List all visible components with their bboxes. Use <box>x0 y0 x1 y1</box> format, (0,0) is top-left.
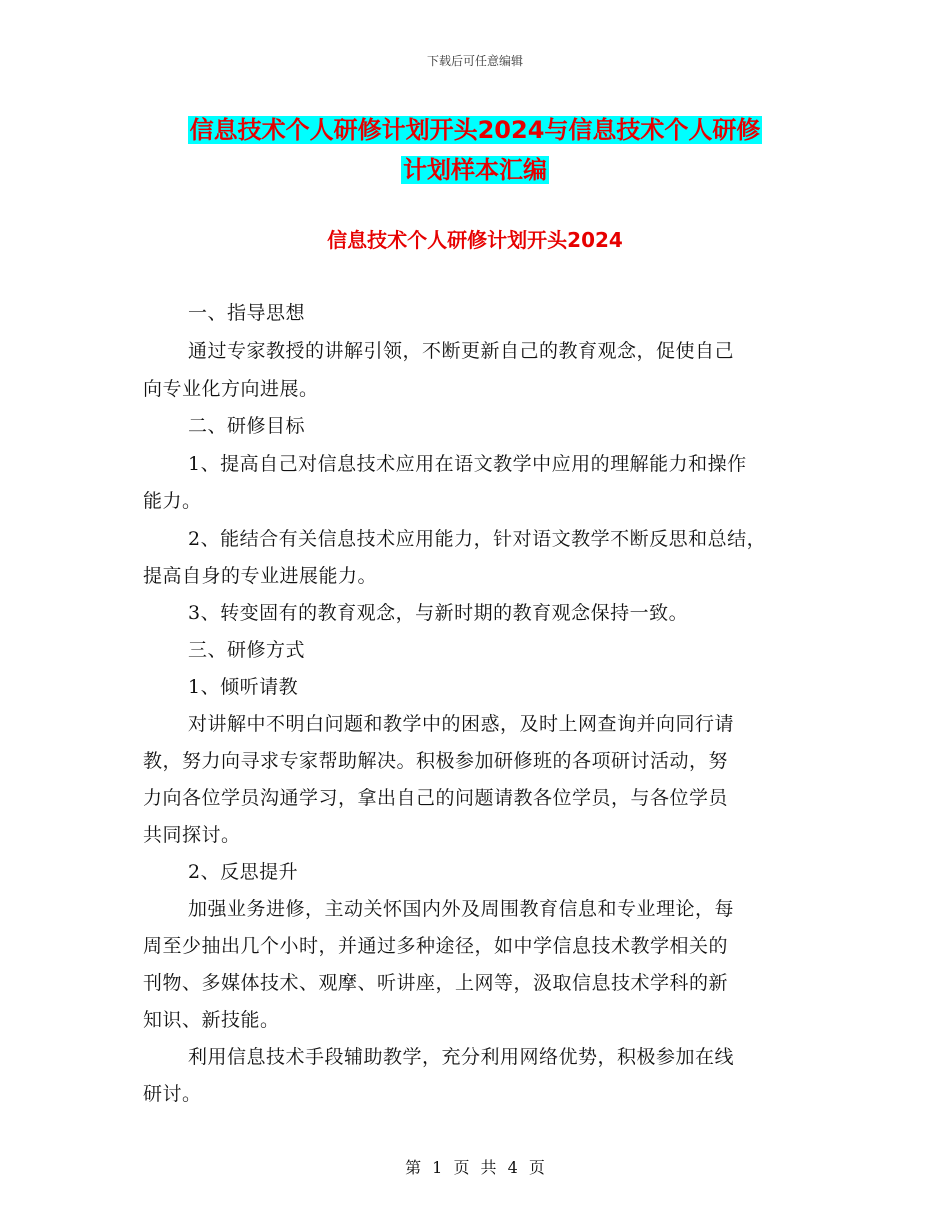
paragraph-line: 周至少抽出几个小时，并通过多种途径，如中学信息技术教学相关的 <box>143 935 729 957</box>
paragraph-line: 能力。 <box>143 490 202 512</box>
paragraph-line: 利用信息技术手段辅助教学，充分利用网络优势，积极参加在线 <box>188 1046 735 1068</box>
paragraph-line: 刊物、多媒体技术、观摩、听讲座，上网等，汲取信息技术学科的新 <box>143 972 729 994</box>
subheading-reflect-improve: 2、反思提升 <box>188 861 299 883</box>
heading-research-goals: 二、研修目标 <box>188 415 306 437</box>
paragraph-line: 加强业务进修，主动关怀国内外及周围教育信息和专业理论，每 <box>188 898 735 920</box>
heading-research-methods: 三、研修方式 <box>188 639 306 661</box>
paragraph-line: 2、能结合有关信息技术应用能力，针对语文教学不断反思和总结， <box>188 528 767 550</box>
paragraph-line: 知识、新技能。 <box>143 1009 280 1031</box>
page-footer: 第 1 页 共 4 页 <box>405 1158 545 1177</box>
document-title-line-2: 计划样本汇编 <box>403 156 547 184</box>
paragraph-line: 向专业化方向进展。 <box>143 378 319 400</box>
paragraph-line: 研讨。 <box>143 1083 202 1105</box>
subheading-listen-consult: 1、倾听请教 <box>188 676 299 698</box>
paragraph-line: 教，努力向寻求专家帮助解决。积极参加研修班的各项研讨活动，努 <box>143 750 729 772</box>
paragraph-line: 1、提高自己对信息技术应用在语文教学中应用的理解能力和操作 <box>188 453 747 475</box>
paragraph-line: 力向各位学员沟通学习，拿出自己的问题请教各位学员，与各位学员 <box>143 787 729 809</box>
section-title: 信息技术个人研修计划开头2024 <box>327 228 623 252</box>
document-title <box>0 110 950 190</box>
paragraph-line: 提高自身的专业进展能力。 <box>143 565 378 587</box>
paragraph-line: 共同探讨。 <box>143 824 241 846</box>
paragraph-line: 通过专家教授的讲解引领，不断更新自己的教育观念，促使自己 <box>188 340 735 362</box>
paragraph-line: 3、转变固有的教育观念，与新时期的教育观念保持一致。 <box>188 602 689 624</box>
heading-guiding-thought: 一、指导思想 <box>188 302 306 324</box>
paragraph-line: 对讲解中不明白问题和教学中的困惑，及时上网查询并向同行请 <box>188 713 735 735</box>
document-title-line-1: 信息技术个人研修计划开头2024与信息技术个人研修 <box>189 116 761 144</box>
header-note: 下载后可任意编辑 <box>426 54 523 68</box>
